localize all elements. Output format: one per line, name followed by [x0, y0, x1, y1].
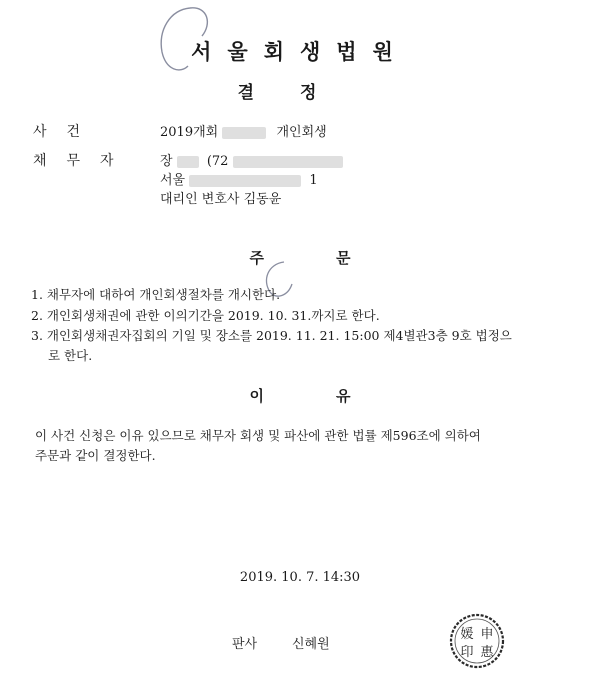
order-item-3-continuation: 로 한다. [48, 348, 93, 363]
reason-section-title: 이유 [249, 387, 423, 405]
decision-date: 2019. 10. 7. 14:30 [239, 570, 361, 585]
redaction-case-number [222, 127, 266, 139]
debtor-address-prefix: 서울 [160, 173, 186, 188]
redaction-debtor-id [233, 156, 343, 168]
debtor-id-prefix: (72 [206, 154, 229, 169]
case-value [160, 121, 327, 140]
debtor-name-line [160, 150, 343, 169]
svg-text:申: 申 [480, 627, 494, 642]
reason-line-1: 이 사건 신청은 이유 있으므로 채무자 회생 및 파산에 관한 법률 제596조에 의하여 [35, 428, 481, 443]
order-item-1: 1. 채무자에 대하여 개인회생절차를 개시한다. [31, 287, 281, 302]
order-item-3: 3. 개인회생채권자집회의 기일 및 장소를 2019. 11. 21. 15:00 제4별관3층 9호 법정으 [31, 328, 512, 343]
case-number-prefix: 2019개회 [160, 125, 219, 140]
debtor-address-suffix: 1 [309, 173, 318, 188]
document-type: 결정 [237, 83, 363, 103]
svg-text:惠: 惠 [480, 645, 494, 660]
debtor-representative: 대리인 변호사 김동윤 [160, 192, 282, 207]
reason-line-2: 주문과 같이 결정한다. [35, 448, 156, 463]
debtor-address-line [160, 169, 318, 188]
order-section-title: 주문 [249, 249, 423, 267]
debtor-label: 채무자 [33, 153, 134, 169]
judge-title: 판사 [232, 637, 258, 652]
judge-seal-stamp [448, 612, 506, 670]
redaction-debtor-address [189, 175, 301, 187]
case-label: 사건 [33, 124, 101, 140]
debtor-name-prefix: 장 [160, 154, 173, 169]
order-item-2: 2. 개인회생채권에 관한 이의기간을 2019. 10. 31.까지로 한다. [31, 308, 380, 323]
court-name: 서울회생법원 [191, 40, 409, 64]
judge-name: 신혜원 [292, 637, 330, 652]
svg-text:印: 印 [460, 645, 474, 660]
svg-text:媛: 媛 [460, 627, 474, 642]
case-type: 개인회생 [276, 125, 327, 140]
redaction-debtor-name [177, 156, 199, 168]
